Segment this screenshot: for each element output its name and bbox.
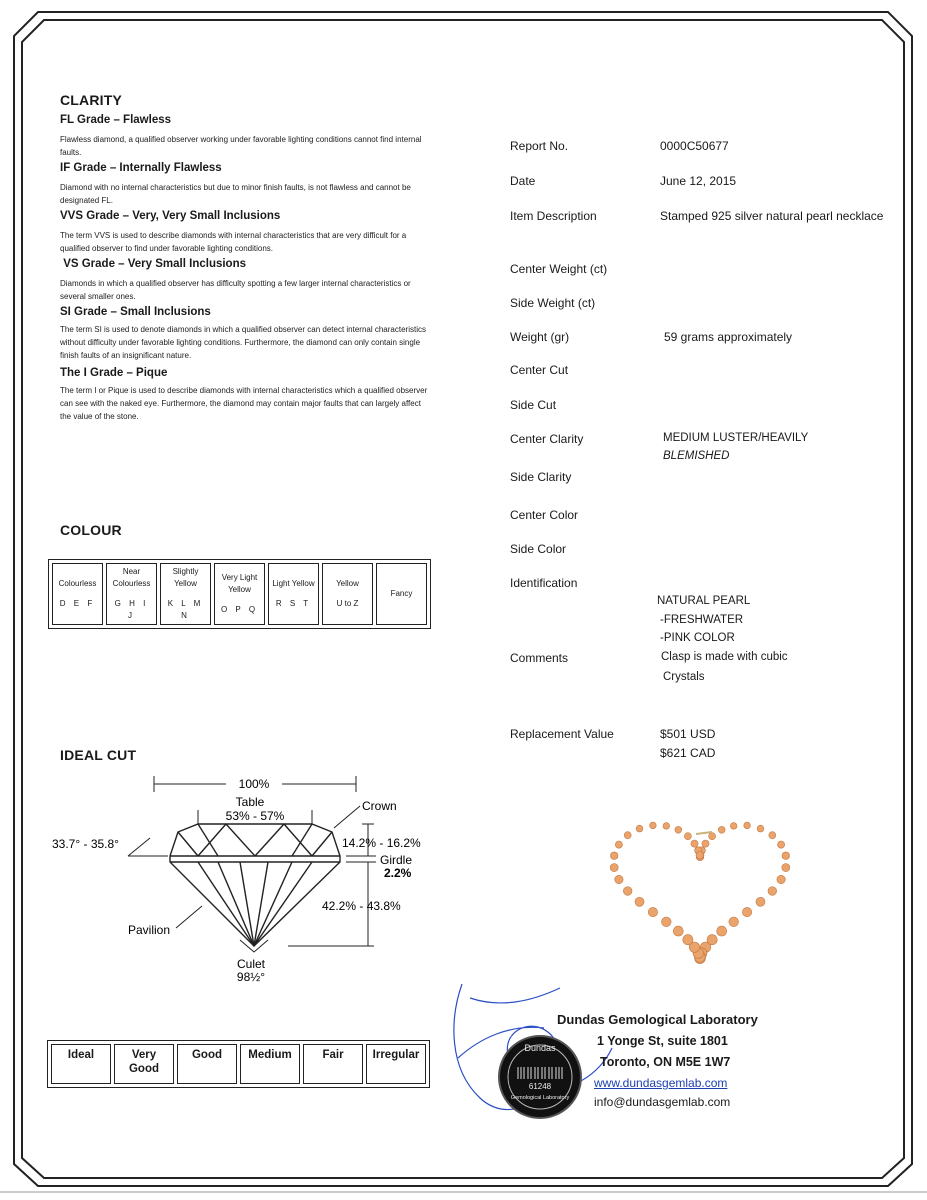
side-color-label: Side Color (510, 542, 567, 556)
pearl-bead (709, 833, 716, 840)
date-label: Date (510, 174, 536, 188)
girdle-value: 2.2% (384, 866, 412, 880)
pearl-bead (684, 833, 691, 840)
if-grade-title: IF Grade – Internally Flawless (60, 162, 222, 174)
si-grade-title: SI Grade – Small Inclusions (60, 306, 211, 318)
cut-grade-cell: Medium (240, 1044, 300, 1084)
colour-cell (322, 563, 373, 625)
culet-value: 98½° (236, 970, 266, 984)
i-grade-title: The I Grade – Pique (60, 367, 168, 379)
colour-cell (106, 563, 157, 625)
pearl-bead (768, 887, 777, 896)
comments-label: Comments (510, 651, 569, 665)
width-label: 100% (238, 777, 270, 791)
pearl-bead (675, 826, 682, 833)
item-description-value: Stamped 925 silver natural pearl necklace (660, 209, 884, 223)
pearl-bead (744, 822, 751, 829)
pearl-bead (610, 852, 618, 860)
girdle-label: Girdle (380, 853, 413, 867)
comments-value-2: Crystals (663, 671, 705, 683)
fl-grade-title: FL Grade – Flawless (60, 114, 172, 126)
colour-code: R S T (275, 599, 312, 608)
colour-code: D E F (59, 599, 96, 608)
colour-cell (376, 563, 427, 625)
lab-name: Dundas Gemological Laboratory (557, 1012, 758, 1027)
pearl-bead (635, 897, 644, 906)
weight-value: 59 grams approximately (664, 330, 793, 344)
colour-cell (52, 563, 103, 625)
vs-grade-title: VS Grade – Very Small Inclusions (60, 258, 246, 270)
center-color-label: Center Color (510, 508, 579, 522)
pearl-bead (650, 822, 657, 829)
pearl-bead (777, 875, 785, 883)
weight-label: Weight (gr) (510, 330, 570, 344)
pearl-bead (610, 864, 618, 872)
si-grade-desc: The term SI is used to denote diamonds in which a qualified observer can detect internal characteristics without difficulty under favorable lighting conditions. Furthermore, the diamond can only contain single finish faults of an insignificant nature. (60, 325, 426, 360)
crown-angle: 33.7° - 35.8° (52, 837, 119, 851)
pearl-bead (769, 832, 776, 839)
side-clarity-label: Side Clarity (510, 470, 572, 484)
colour-name: Slightly Yellow (172, 567, 199, 588)
colour-heading: COLOUR (60, 522, 122, 538)
lab-address-2: Toronto, ON M5E 1W7 (600, 1055, 731, 1069)
pearl-bead (702, 840, 709, 847)
identification-value-2: -FRESHWATER (660, 614, 744, 626)
i-grade-desc: The term I or Pique is used to describe diamonds with internal characteristics which a qualified observer can see with the naked eye. Furthermore, the diamond may contain major faults that can largely affect the value of the stone. (60, 386, 428, 421)
cut-grade-cell: Fair (303, 1044, 363, 1084)
pearl-bead (673, 926, 683, 936)
seal-bottom-text: Gemological Laboratory (510, 1095, 570, 1101)
center-weight-label: Center Weight (ct) (510, 262, 608, 276)
pearl-bead (729, 917, 739, 927)
colour-code: U to Z (336, 599, 359, 608)
colour-scale-table (48, 559, 431, 629)
colour-code: K L M N (167, 599, 204, 620)
center-clarity-value-2: BLEMISHED (663, 450, 730, 462)
vvs-grade-title: VVS Grade – Very, Very Small Inclusions (60, 210, 281, 222)
seal-top-text: Dundas (524, 1043, 556, 1053)
center-clarity-value-1: MEDIUM LUSTER/HEAVILY (663, 432, 809, 444)
lab-address-1: 1 Yonge St, suite 1801 (597, 1034, 728, 1048)
replacement-usd: $501 USD (660, 727, 716, 741)
cut-grade-table (47, 1040, 430, 1088)
pearl-bead (662, 917, 672, 927)
report-no-label: Report No. (510, 139, 569, 153)
colour-cell (160, 563, 211, 625)
lab-email: info@dundasgemlab.com (594, 1095, 731, 1109)
pearl-bead (691, 840, 698, 847)
colour-code: O P Q (220, 605, 259, 614)
seal-number: 61248 (528, 1082, 552, 1091)
colour-cell (268, 563, 319, 625)
lab-seal (498, 1035, 582, 1119)
ideal-cut-heading: IDEAL CUT (60, 747, 137, 763)
item-description-label: Item Description (510, 209, 597, 223)
colour-name: Light Yellow (272, 579, 315, 588)
pearl-bead (615, 875, 623, 883)
cut-grade-cell: Good (177, 1044, 237, 1084)
colour-code: G H I J (114, 599, 149, 620)
colour-name: Near Colourless (112, 567, 151, 588)
pearl-bead (717, 926, 727, 936)
pearl-bead (623, 887, 632, 896)
pearl-bead (696, 852, 704, 860)
diamond-cut-diagram (50, 768, 430, 988)
lab-website-link[interactable]: www.dundasgemlab.com (594, 1076, 728, 1090)
pearl-bead (757, 825, 764, 832)
pavilion-depth: 42.2% - 43.8% (322, 899, 401, 913)
center-cut-label: Center Cut (510, 363, 569, 377)
pearl-necklace-image (600, 818, 800, 968)
identification-value-1: NATURAL PEARL (657, 595, 751, 607)
pearl-bead (756, 897, 765, 906)
colour-name: Very Light Yellow (221, 573, 258, 594)
pearl-bead (663, 823, 670, 830)
pearl-bead (648, 907, 657, 916)
replacement-cad: $621 CAD (660, 746, 716, 760)
table-range: 53% - 57% (225, 809, 285, 823)
if-grade-desc: Diamond with no internal characteristics but due to minor finish faults, is not flawless and cannot be designated FL. (60, 183, 411, 205)
crown-label: Crown (362, 799, 397, 813)
colour-name: Yellow (336, 579, 359, 588)
table-label: Table (235, 795, 265, 809)
vvs-grade-desc: The term VVS is used to describe diamonds with internal characteristics that are very difficult for a qualified observer to find under favorable lighting conditions. (60, 231, 407, 253)
pearl-bead (615, 841, 622, 848)
pearl-bead (782, 852, 790, 860)
colour-name: Fancy (390, 589, 413, 598)
pearl-bead (778, 841, 785, 848)
culet-label: Culet (236, 957, 266, 971)
pearl-bead (782, 864, 790, 872)
clarity-heading: CLARITY (60, 92, 123, 108)
pearl-bead (624, 832, 631, 839)
date-value: June 12, 2015 (660, 174, 737, 188)
identification-label: Identification (510, 576, 578, 590)
report-no-value: 0000C50677 (660, 139, 729, 153)
pearl-bead (742, 907, 751, 916)
crown-height: 14.2% - 16.2% (342, 836, 421, 850)
identification-value-3: -PINK COLOR (660, 632, 735, 644)
pearl-bead (636, 825, 643, 832)
side-cut-label: Side Cut (510, 398, 557, 412)
cut-grade-cell: Ideal (51, 1044, 111, 1084)
replacement-value-label: Replacement Value (510, 727, 614, 741)
pavilion-label: Pavilion (128, 923, 171, 937)
cut-grade-cell: Very Good (114, 1044, 174, 1084)
center-clarity-label: Center Clarity (510, 432, 584, 446)
pearl-bead (683, 935, 693, 945)
pearl-bead (730, 823, 737, 830)
colour-name: Colourless (58, 579, 97, 588)
pearl-bead (718, 826, 725, 833)
comments-value-1: Clasp is made with cubic (661, 651, 788, 663)
colour-cell (214, 563, 265, 625)
fl-grade-desc: Flawless diamond, a qualified observer working under favorable lighting conditions cannot find internal faults. (60, 135, 422, 157)
side-weight-label: Side Weight (ct) (510, 296, 596, 310)
vs-grade-desc: Diamonds in which a qualified observer has difficulty spotting a few larger internal characteristics or several smaller ones. (60, 279, 411, 301)
cut-grade-cell: Irregular (366, 1044, 426, 1084)
